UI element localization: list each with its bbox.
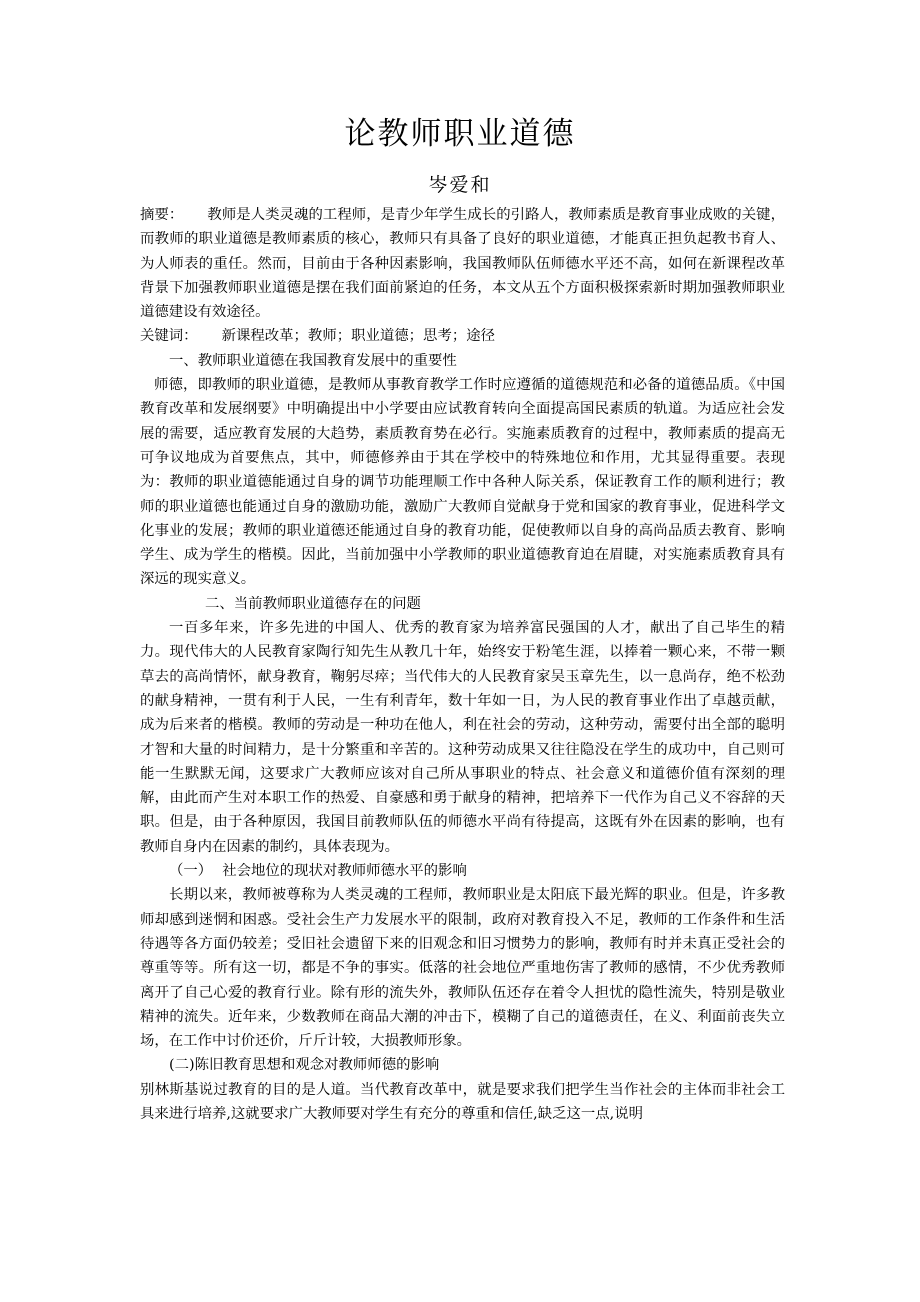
keywords-label: 关键词： (140, 328, 198, 345)
section-2-heading: 二、当前教师职业道德存在的问题 (205, 595, 421, 612)
document-author: 岑爱和 (428, 174, 492, 196)
subsection-1-paragraph: 长期以来，教师被尊称为人类灵魂的工程师，教师职业是太阳底下最光辉的职业。但是，许多教师却感到迷惘和困惑。受社会生产力发展水平的限制，政府对教育投入不足，教师的工作条件和生活待遇等各方面仍较差；受旧社会遗留下来的旧观念和旧习惯势力的影响，教师有时并未真正受社会的尊重等等。所有这一切，都是不争的事实。低落的社会地位严重地伤害了教师的感情，不少优秀教师离开了自己心爱的教育行业。除有形的流失外，教师队伍还存在着令人担忧的隐性流失，特别是敬业精神的流失。近年来，少数教师在商品大潮的冲击下，模糊了自己的道德责任，在义、利面前丧失立场，在工作中讨价还价，斤斤计较，大损教师形象。 (140, 887, 785, 1050)
document-title: 论教师职业道德 (344, 116, 576, 152)
section-1-heading: 一、教师职业道德在我国教育发展中的重要性 (169, 352, 457, 369)
section-2-paragraph: 一百多年来，许多先进的中国人、优秀的教育家为培养富民强国的人才，献出了自己毕生的精力。现代伟大的人民教育家陶行知先生从教几十年，始终安于粉笔生涯，以捧着一颗心来，不带一颗草去的高尚情怀，献身教育，鞠躬尽瘁；当代伟大的人民教育家吴玉章先生，以一息尚存，绝不松劲的献身精神，一贯有利于人民，一生有利青年，数十年如一日，为人民的教育事业作出了卓越贡献，成为后来者的楷模。教师的劳动是一种功在他人，利在社会的劳动，这种劳动，需要付出全部的聪明才智和大量的时间精力，是十分繁重和辛苦的。这种劳动成果又往往隐没在学生的成功中，自己则可能一生默默无闻，这要求广大教师应该对自己所从事职业的特点、社会意义和道德价值有深刻的理解，由此而产生对本职工作的热爱、自豪感和勇于献身的精神，把培养下一代作为自己义不容辞的天职。但是，由于各种原因，我国目前教师队伍的师德水平尚有待提高，这既有外在因素的影响，也有教师自身内在因素的制约，具体表现为。 (140, 620, 785, 855)
subsection-1-heading (140, 859, 785, 883)
abstract (140, 203, 785, 324)
abstract-label: 摘要： (140, 207, 184, 223)
section-1-paragraph: 师德，即教师的职业道德，是教师从事教育教学工作时应遵循的道德规范和必备的道德品质。《中国教育改革和发展纲要》中明确提出中小学要由应试教育转向全面提高国民素质的轨道。为适应社会发展的需要，适应教育发展的大趋势，素质教育势在必行。实施素质教育的过程中，教师素质的提高无可争议地成为首要焦点，其中，师德修养由于其在学校中的特殊地位和作用，尤其显得重要。表现为：教师的职业道德能通过自身的调节功能理顺工作中各种人际关系，保证教育工作的顺利进行；教师的职业道德也能通过自身的激励功能，激励广大教师自觉献身于党和国家的教育事业，促进科学文化事业的发展；教师的职业道德还能通过自身的教育功能，促使教师以自身的高尚品质去教育、影响学生、成为学生的楷模。因此，当前加强中小学教师的职业道德教育迫在眉睫，对实施素质教育具有深远的现实意义。 (140, 377, 785, 588)
abstract-text: 教师是人类灵魂的工程师，是青少年学生成长的引路人，教师素质是教育事业成败的关键，而教师的职业道德是教师素质的核心，教师只有具备了良好的职业道德，才能真正担负起教书育人、为人师表的重任。然而，目前由于各种因素影响，我国教师队伍师德水平还不高，如何在新课程改革背景下加强教师职业道德是摆在我们面前紧迫的任务，本文从五个方面积极探索新时期加强教师职业道德建设有效途径。 (140, 207, 785, 321)
subsection-2-heading: (二)陈旧教育思想和观念对教师师德的影响 (169, 1057, 440, 1074)
keywords (140, 324, 785, 348)
subsection-1-number: （一） (169, 863, 213, 880)
subsection-2-paragraph: 别林斯基说过教育的目的是人道。当代教育改革中，就是要求我们把学生当作社会的主体而非社会工具来进行培养,这就要求广大教师要对学生有充分的尊重和信任,缺乏这一点,说明 (140, 1081, 785, 1122)
keywords-text: 新课程改革；教师；职业道德；思考；途径 (221, 328, 496, 345)
document-body (140, 203, 785, 1126)
subsection-1-title: 社会地位的现状对教师师德水平的影响 (222, 863, 467, 880)
